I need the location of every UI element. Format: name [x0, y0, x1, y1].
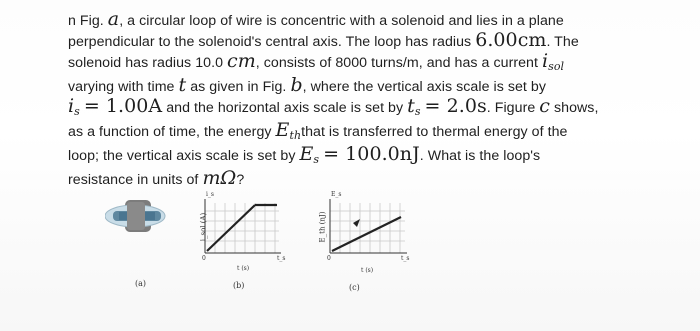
graph-b-xlabel: t (s): [237, 265, 250, 272]
fig-ref-b: b: [290, 74, 303, 96]
figure-panels: [105, 183, 435, 303]
graph-b-ylabel: i_sol (A): [199, 212, 208, 242]
graph-c-xlabel: t (s): [361, 267, 374, 274]
graph-b-origin: 0: [202, 255, 206, 262]
figure-label-b: (b): [233, 281, 245, 290]
figure-svg: [105, 183, 435, 303]
fig-ref-c: c: [539, 95, 550, 117]
graph-c-xtick: t_s: [401, 255, 410, 262]
graph-b-ytick: i_s: [206, 191, 214, 198]
solenoid-with-loop-drawing: [105, 200, 165, 232]
answer-unit: mΩ: [202, 167, 237, 189]
figure-label-a: (a): [135, 279, 147, 288]
problem-line-7: loop; the vertical axis scale is set by $E_s = 100.0nJ$. What is the loop's: [68, 143, 541, 166]
figure-label-c: (c): [349, 283, 360, 292]
problem-text: [68, 10, 668, 190]
fig-ref-a: a: [107, 8, 120, 30]
problem-line-5: $i_s = 1.00A$ and the horizontal axis scale is set by $t_s = 2.0s$. Figure c shows,: [68, 95, 599, 118]
problem-line-8: resistance in units of mΩ?: [68, 167, 245, 189]
graph-c-ytick: E_s: [331, 191, 342, 198]
graph-c-ylabel: E_th (nJ): [318, 211, 327, 243]
current-vs-time-graph: [205, 199, 281, 253]
time-scale-value: = 2.0s: [424, 95, 487, 117]
energy-vs-time-graph: [330, 199, 407, 253]
problem-line-3: solenoid has radius 10.0 cm, consists of 8000 turns/m, and has a current $i_{sol}$: [68, 50, 565, 73]
problem-line-4: varying with time t as given in Fig. b, where the vertical axis scale is set by: [68, 74, 546, 96]
current-scale-value: = 1.00A: [83, 95, 163, 117]
problem-line-6: as a function of time, the energy $E_{th}that$ is transferred to thermal energy of the: [68, 119, 568, 142]
problem-line-1: n Fig. a, a circular loop of wire is concentric with a solenoid and lies in a plane: [68, 8, 564, 30]
energy-scale-value: = 100.0nJ: [323, 143, 420, 165]
graph-b-xtick: t_s: [277, 255, 286, 262]
loop-radius-value: 6.00cm: [475, 29, 547, 51]
problem-line-2: perpendicular to the solenoid's central axis. The loop has radius 6.00cm. The: [68, 29, 579, 51]
graph-c-origin: 0: [327, 255, 331, 262]
